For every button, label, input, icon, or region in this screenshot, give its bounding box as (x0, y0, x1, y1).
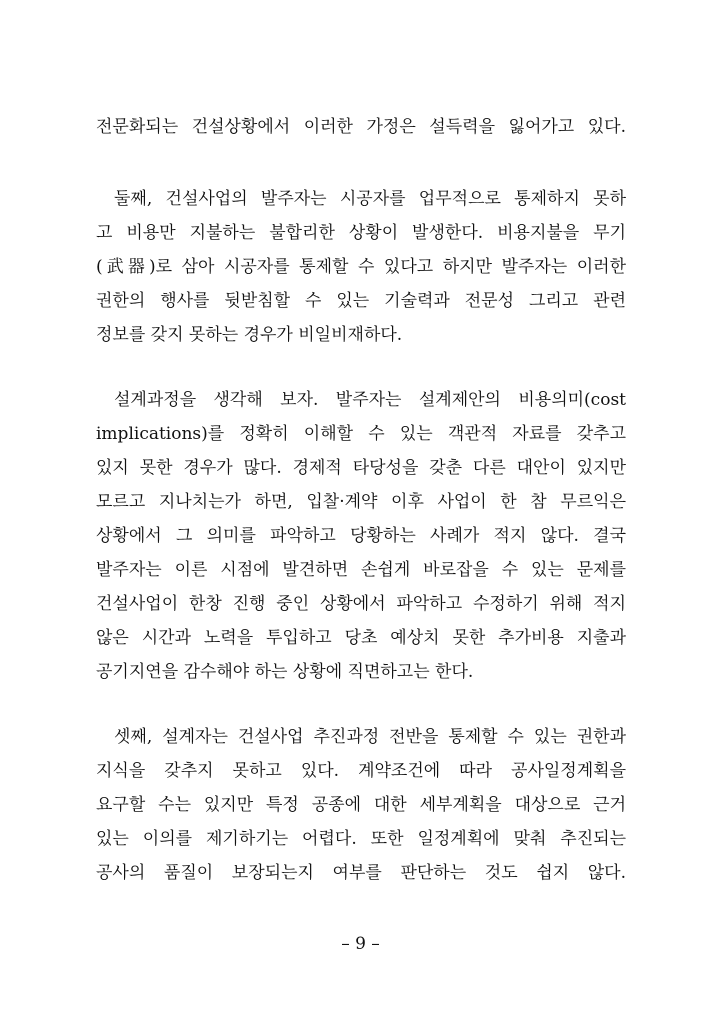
paragraph-3-line-3: 있지 못한 경우가 많다. 경제적 타당성을 갖춘 다른 대안이 있지만 (96, 458, 626, 478)
paragraph-4-line-3: 요구할 수는 있지만 특정 공종에 대한 세부계획을 대상으로 근거 (96, 795, 626, 815)
paragraph-3-line-8: 않은 시간과 노력을 투입하고 당초 예상치 못한 추가비용 지출과 (96, 628, 626, 648)
paragraph-2-line-5: 정보를 갖지 못하는 경우가 비일비재하다. (96, 325, 403, 345)
paragraph-2-line-1: 둘째, 건설사업의 발주자는 시공자를 업무적으로 통제하지 못하 (114, 189, 626, 209)
paragraph-3-line-4: 모르고 지나치는가 하면, 입찰·계약 이후 사업이 한 참 무르익은 (96, 492, 626, 512)
paragraph-3-line-2: implications)를 정확히 이해할 수 있는 객관적 자료를 갖추고 (96, 424, 626, 444)
paragraph-3-line-9: 공기지연을 감수해야 하는 상황에 직면하고는 한다. (96, 662, 474, 682)
paragraph-4-line-4: 있는 이의를 제기하기는 어렵다. 또한 일정계획에 맞춰 추진되는 (96, 829, 626, 849)
paragraph-3-line-7: 건설사업이 한창 진행 중인 상황에서 파악하고 수정하기 위해 적지 (96, 594, 626, 614)
paragraph-2-line-4: 권한의 행사를 뒷받침할 수 있는 기술력과 전문성 그리고 관련 (96, 291, 626, 311)
paragraph-3-line-6: 발주자는 이른 시점에 발견하면 손쉽게 바로잡을 수 있는 문제를 (96, 560, 626, 580)
paragraph-2-line-3: (武器)로 삼아 시공자를 통제할 수 있다고 하지만 발주자는 이러한 (96, 257, 626, 277)
paragraph-3-line-5: 상황에서 그 의미를 파악하고 당황하는 사례가 적지 않다. 결국 (96, 526, 626, 546)
paragraph-4-line-2: 지식을 갖추지 못하고 있다. 계약조건에 따라 공사일정계획을 (96, 761, 626, 781)
paragraph-4-line-5: 공사의 품질이 보장되는지 여부를 판단하는 것도 쉽지 않다. (96, 863, 626, 883)
paragraph-4-line-1: 셋째, 설계자는 건설사업 추진과정 전반을 통제할 수 있는 권한과 (114, 727, 626, 747)
page-number: – 9 – (341, 934, 380, 954)
paragraph-1-line-1: 전문화되는 건설상황에서 이러한 가정은 설득력을 잃어가고 있다. (96, 117, 626, 137)
paragraph-3-line-1: 설계과정을 생각해 보자. 발주자는 설계제안의 비용의미(cost (114, 390, 626, 410)
paragraph-2-line-2: 고 비용만 지불하는 불합리한 상황이 발생한다. 비용지불을 무기 (96, 223, 626, 243)
